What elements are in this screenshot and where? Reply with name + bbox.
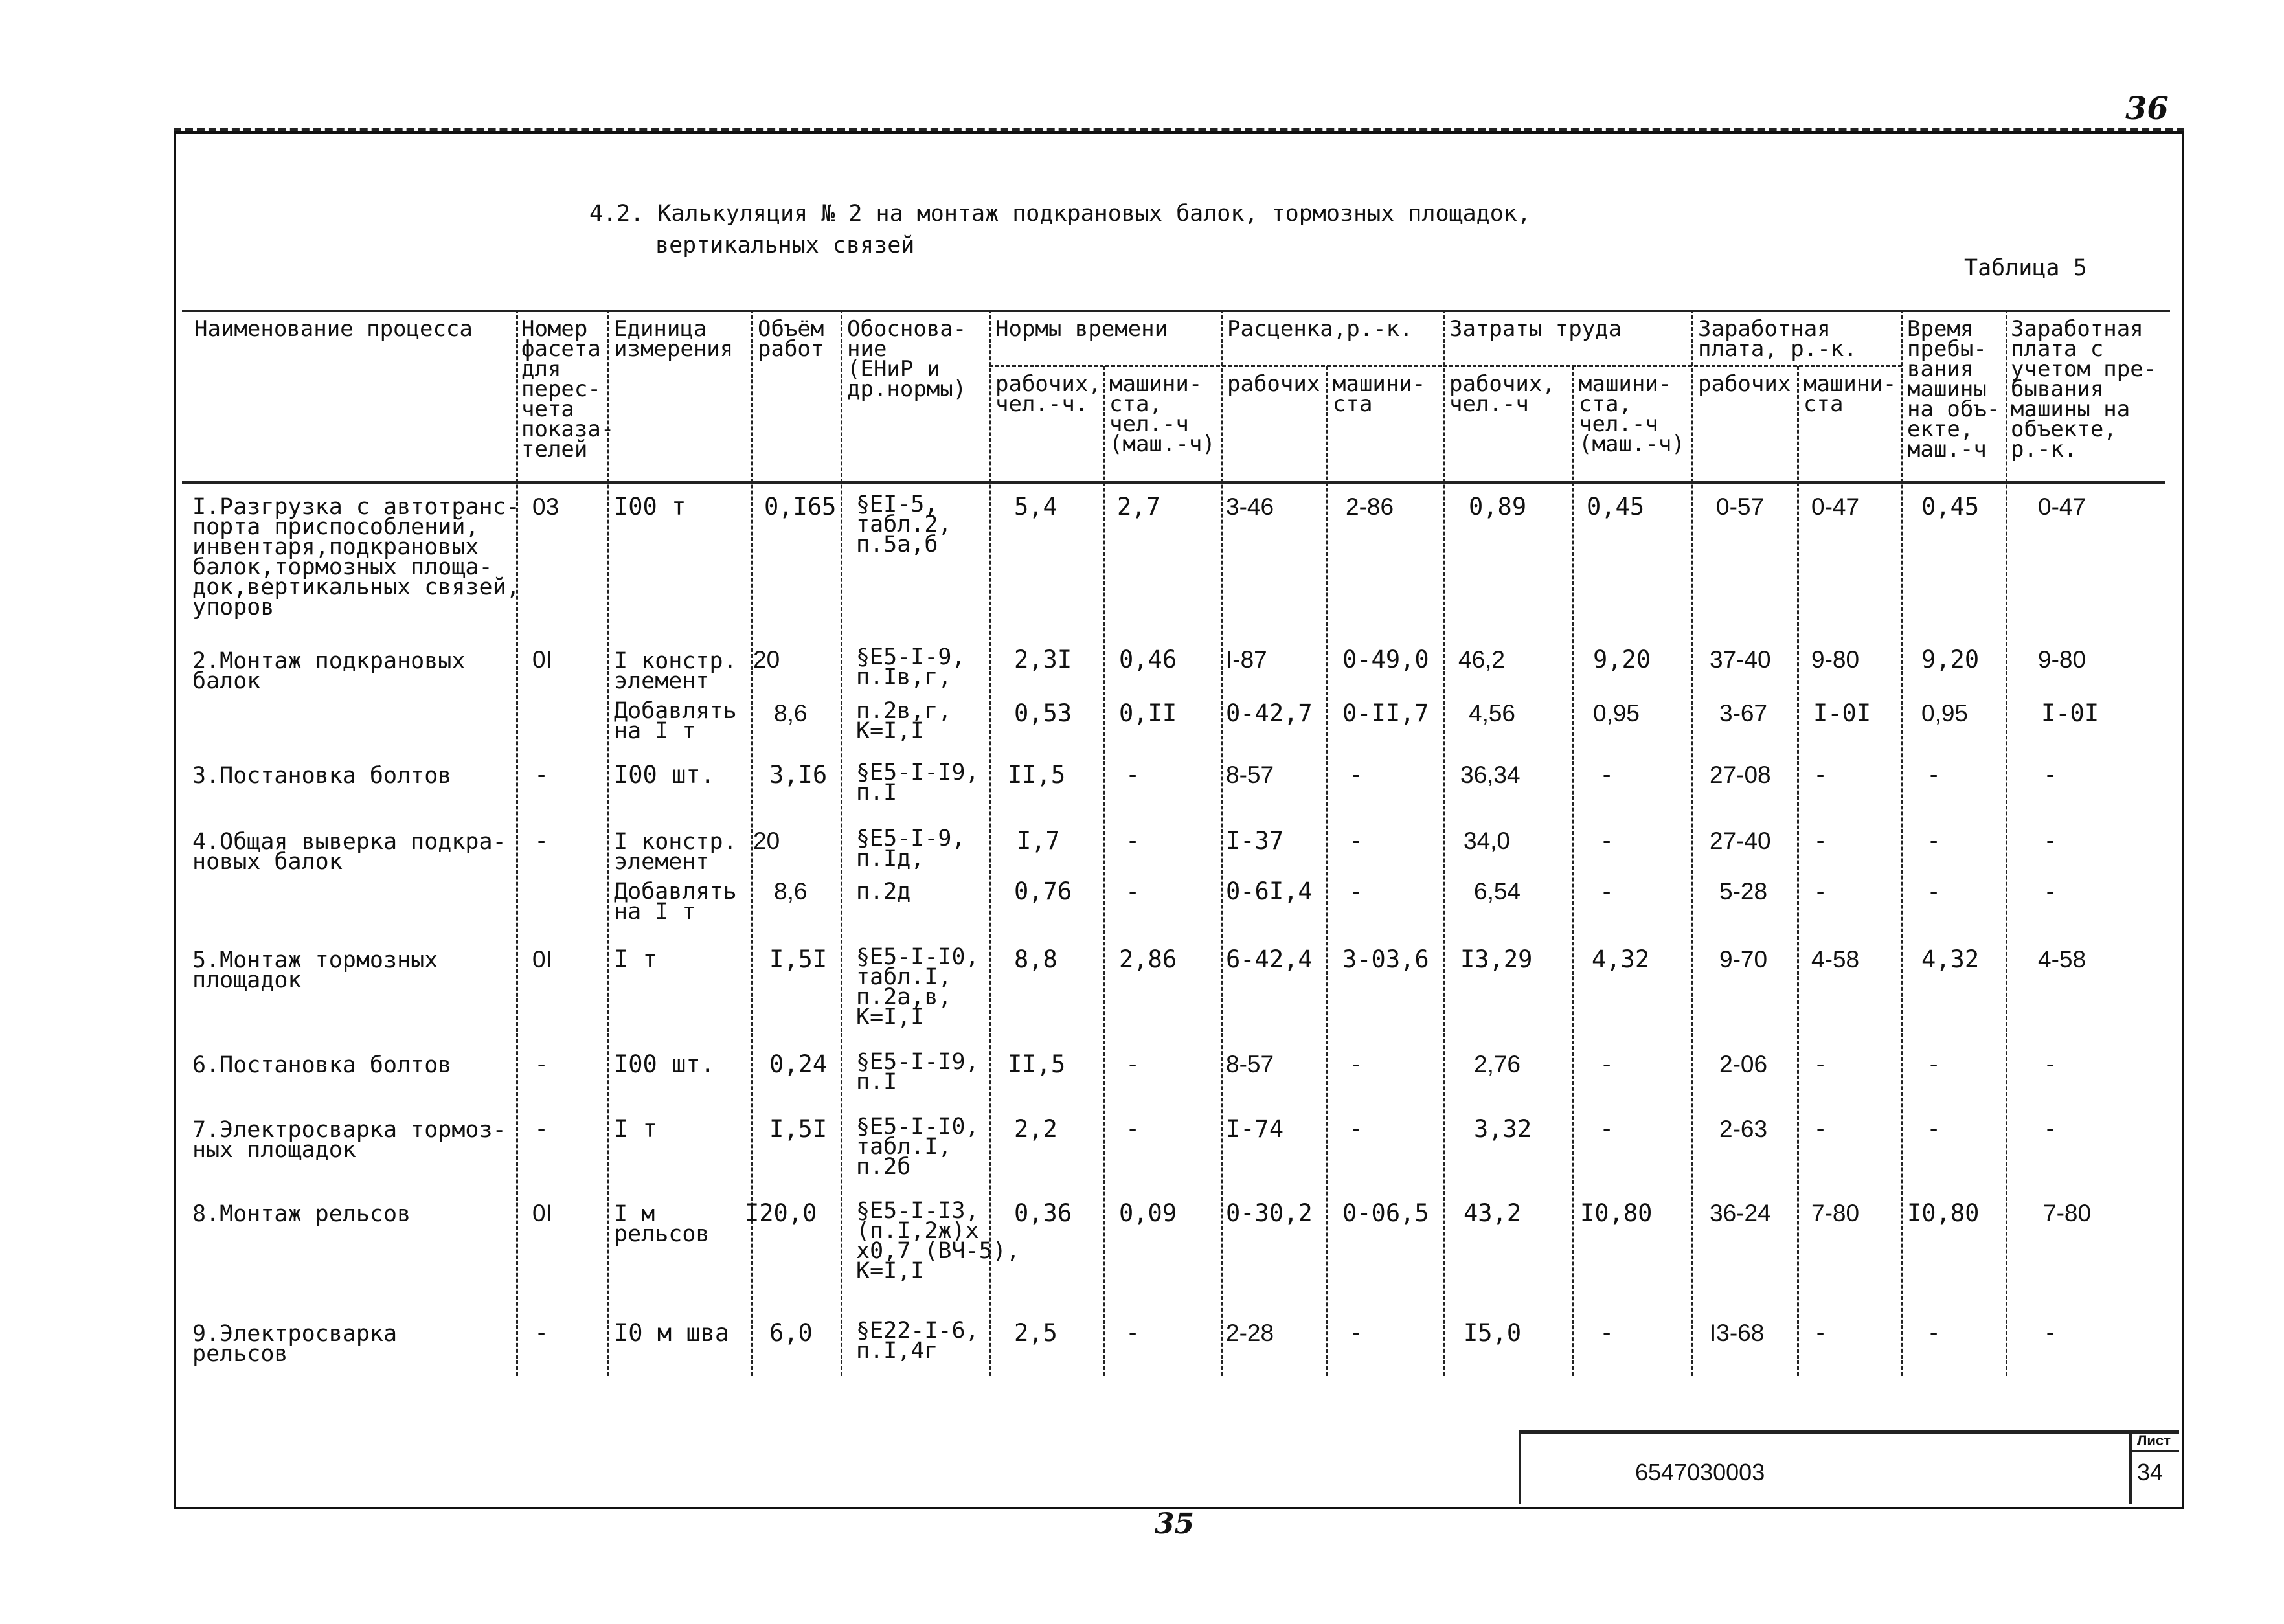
header-rate-machinists: машини- ста <box>1333 371 1426 417</box>
row7-norm-workers: 2,2 <box>1014 1115 1057 1143</box>
header-labor-machinists: машини- ста, чел.-ч (маш.-ч) <box>1579 371 1685 457</box>
row8-labor-workers: 43,2 <box>1464 1199 1522 1227</box>
row9-facet: - <box>534 1319 549 1347</box>
row1-machine-wage: 0-47 <box>2038 493 2086 520</box>
row2-wage-workers: 37-40 <box>1710 646 1771 673</box>
col-line <box>1443 310 1445 1376</box>
header-basis: Обоснова- ние (ЕНиР и др.нормы) <box>847 316 967 402</box>
row2b-norm-machinists: 0,II <box>1119 699 1177 727</box>
row4b-machine-wage: - <box>2043 877 2058 905</box>
row8-unit: I м рельсов <box>614 1201 710 1247</box>
row4-machine-time: - <box>1927 827 1941 855</box>
col-line <box>516 310 518 1376</box>
header-wage-workers: рабочих <box>1698 371 1791 397</box>
row4-norm-workers: I,7 <box>1017 827 1060 855</box>
row5-volume: I,5I <box>769 945 828 973</box>
row8-norm-machinists: 0,09 <box>1119 1199 1177 1227</box>
row2b-rate-workers: 0-42,7 <box>1226 699 1313 727</box>
row1-labor-machinists: 0,45 <box>1587 493 1645 521</box>
row5-wage-machinists: 4-58 <box>1811 946 1860 973</box>
row7-rate-machinists: - <box>1349 1115 1364 1143</box>
row6-machine-wage: - <box>2043 1050 2058 1078</box>
page-frame <box>174 131 2184 1509</box>
row2-norm-machinists: 0,46 <box>1119 646 1177 673</box>
header-facet: Номер фасета для перес- чета показа- телей <box>521 316 615 462</box>
row5-labor-workers: I3,29 <box>1460 945 1533 973</box>
row2-machine-wage: 9-80 <box>2038 646 2086 673</box>
row1-process: I.Разгрузка с автотранс- порта приспособлений, инвентаря,подкрановых балок,тормозных площа- док,вертикальных связей, упоров <box>192 494 520 620</box>
row8-rate-machinists: 0-06,5 <box>1342 1199 1429 1227</box>
row1-volume: 0,I65 <box>764 493 837 521</box>
row6-volume: 0,24 <box>769 1050 828 1078</box>
row8-labor-machinists: I0,80 <box>1580 1199 1653 1227</box>
row3-rate-workers: 8-57 <box>1226 761 1274 788</box>
row5-machine-wage: 4-58 <box>2038 946 2086 973</box>
stamp-sheet-label: Лист <box>2137 1432 2171 1449</box>
stamp-sheet-divider <box>2129 1430 2132 1504</box>
row5-rate-workers: 6-42,4 <box>1226 945 1313 973</box>
row3-facet: - <box>534 761 549 789</box>
row4-rate-machinists: - <box>1349 827 1364 855</box>
row9-basis: §E22-I-6, п.I,4г <box>856 1318 979 1364</box>
row3-norm-workers: II,5 <box>1008 761 1066 789</box>
row2b-norm-workers: 0,53 <box>1014 699 1072 727</box>
row2b-machine-time: 0,95 <box>1921 700 1969 727</box>
row9-norm-machinists: - <box>1125 1319 1140 1347</box>
row3-rate-machinists: - <box>1349 761 1364 789</box>
col-line <box>841 310 842 1376</box>
row6-wage-workers: 2-06 <box>1719 1051 1768 1077</box>
row8-facet: 0I <box>532 1200 552 1226</box>
row2-labor-workers: 46,2 <box>1458 646 1506 673</box>
row8-machine-wage: 7-80 <box>2043 1200 2092 1226</box>
header-rate-workers: рабочих <box>1227 371 1320 397</box>
header-machine-wage: Заработная плата с учетом пре- бывания машины на объекте, р.-к. <box>2011 316 2157 462</box>
row4-wage-machinists: - <box>1813 827 1828 855</box>
row6-rate-machinists: - <box>1349 1050 1364 1078</box>
row2-wage-machinists: 9-80 <box>1811 646 1860 673</box>
row8-wage-workers: 36-24 <box>1710 1200 1771 1226</box>
row7-labor-workers: 3,32 <box>1474 1115 1532 1143</box>
row4-labor-machinists: - <box>1600 827 1614 855</box>
table-number: Таблица 5 <box>1964 255 2087 281</box>
row2-machine-time: 9,20 <box>1921 646 1980 673</box>
row8-rate-workers: 0-30,2 <box>1226 1199 1313 1227</box>
row7-machine-wage: - <box>2043 1115 2058 1143</box>
row4b-wage-workers: 5-28 <box>1719 878 1768 905</box>
row2-rate-machinists: 0-49,0 <box>1342 646 1429 673</box>
row5-unit: I т <box>614 945 657 973</box>
row7-process: 7.Электросварка тормоз- ных площадок <box>192 1117 506 1163</box>
row1-norm-machinists: 2,7 <box>1117 493 1160 521</box>
row3-labor-workers: 36,34 <box>1460 761 1521 788</box>
row4b-unit: Добавлять на I т <box>614 879 737 925</box>
row6-rate-workers: 8-57 <box>1226 1051 1274 1077</box>
row2b-basis: п.2в,г, К=I,I <box>856 698 952 744</box>
stamp-left-line <box>1519 1430 1521 1504</box>
col-line <box>1901 310 1903 1376</box>
row1-rate-workers: 3-46 <box>1226 493 1274 520</box>
row4-process: 4.Общая выверка подкра- новых балок <box>192 829 506 875</box>
row3-volume: 3,I6 <box>769 761 828 789</box>
row6-wage-machinists: - <box>1813 1050 1828 1078</box>
row3-wage-workers: 27-08 <box>1710 761 1771 788</box>
row3-labor-machinists: - <box>1600 761 1614 789</box>
row7-rate-workers: I-74 <box>1226 1115 1284 1143</box>
row5-wage-workers: 9-70 <box>1719 946 1768 973</box>
col-line <box>1326 366 1328 1376</box>
row3-unit: I00 шт. <box>614 761 715 789</box>
row4b-basis: п.2д <box>856 879 911 905</box>
row1-machine-time: 0,45 <box>1921 493 1980 521</box>
row8-machine-time: I0,80 <box>1907 1199 1980 1227</box>
row4b-labor-workers: 6,54 <box>1474 878 1521 905</box>
row9-unit: I0 м шва <box>614 1319 730 1347</box>
row5-norm-machinists: 2,86 <box>1119 945 1177 973</box>
row1-unit: I00 т <box>614 493 686 521</box>
row4-wage-workers: 27-40 <box>1710 828 1771 854</box>
header-labor: Затраты труда <box>1449 316 1622 342</box>
row5-facet: 0I <box>532 946 552 973</box>
row7-norm-machinists: - <box>1125 1115 1140 1143</box>
row2b-labor-workers: 4,56 <box>1469 700 1516 727</box>
row9-norm-workers: 2,5 <box>1014 1319 1057 1347</box>
header-process: Наименование процесса <box>194 316 473 342</box>
header-time-norms-machinists: машини- ста, чел.-ч (маш.-ч) <box>1109 371 1215 457</box>
row6-process: 6.Постановка болтов <box>192 1052 452 1078</box>
row1-labor-workers: 0,89 <box>1469 493 1527 521</box>
row2-process: 2.Монтаж подкрановых балок <box>192 648 466 694</box>
header-machine-time: Время пребы- вания машины на объ- екте, маш.-ч <box>1907 316 2000 462</box>
row9-labor-machinists: - <box>1600 1319 1614 1347</box>
row5-process: 5.Монтаж тормозных площадок <box>192 947 438 993</box>
row3-norm-machinists: - <box>1125 761 1140 789</box>
header-sub-divider <box>989 365 1902 367</box>
col-line <box>1221 310 1223 1376</box>
row4b-rate-workers: 0-6I,4 <box>1226 877 1313 905</box>
row4-norm-machinists: - <box>1125 827 1140 855</box>
row5-rate-machinists: 3-03,6 <box>1342 945 1429 973</box>
row4b-norm-machinists: - <box>1125 877 1140 905</box>
row9-machine-time: - <box>1927 1319 1941 1347</box>
row2b-wage-workers: 3-67 <box>1719 700 1768 727</box>
row2-facet: 0I <box>532 646 552 673</box>
stamp-document-number: 6547030003 <box>1635 1459 1765 1485</box>
header-labor-workers: рабочих, чел.-ч <box>1449 371 1555 417</box>
row9-process: 9.Электросварка рельсов <box>192 1321 398 1367</box>
row3-wage-machinists: - <box>1813 761 1828 789</box>
col-line <box>1103 366 1105 1376</box>
row4b-wage-machinists: - <box>1813 877 1828 905</box>
header-bottom-line <box>182 481 2165 484</box>
row4-labor-workers: 34,0 <box>1464 828 1511 854</box>
row1-facet: 03 <box>532 493 560 520</box>
row1-basis: §EI-5, табл.2, п.5а,б <box>856 491 952 558</box>
row7-wage-workers: 2-63 <box>1719 1116 1768 1142</box>
row6-labor-workers: 2,76 <box>1474 1051 1521 1077</box>
document-title: 4.2. Калькуляция № 2 на монтаж подкрановых балок, тормозных площадок, <box>589 201 1531 227</box>
row8-wage-machinists: 7-80 <box>1811 1200 1860 1226</box>
row5-machine-time: 4,32 <box>1921 945 1980 973</box>
row2-rate-workers: I-87 <box>1226 646 1267 673</box>
stamp-top-line <box>1519 1430 2179 1434</box>
col-line <box>607 310 609 1376</box>
row4b-rate-machinists: - <box>1349 877 1364 905</box>
header-unit: Единица измерения <box>614 316 734 362</box>
row5-labor-machinists: 4,32 <box>1592 945 1650 973</box>
row2-norm-workers: 2,3I <box>1014 646 1072 673</box>
row7-unit: I т <box>614 1115 657 1143</box>
row4-facet: - <box>534 827 549 855</box>
row5-basis: §E5-I-I0, табл.I, п.2а,в, К=I,I <box>856 944 979 1030</box>
row4b-volume: 8,6 <box>774 878 808 905</box>
row4-volume: 20 <box>753 828 780 854</box>
row6-norm-workers: II,5 <box>1008 1050 1066 1078</box>
row6-labor-machinists: - <box>1600 1050 1614 1078</box>
row9-volume: 6,0 <box>769 1319 813 1347</box>
row2-labor-machinists: 9,20 <box>1593 646 1651 673</box>
row2b-unit: Добавлять на I т <box>614 698 737 744</box>
col-line <box>2006 310 2007 1376</box>
row3-machine-wage: - <box>2043 761 2058 789</box>
row9-rate-workers: 2-28 <box>1226 1320 1274 1346</box>
row6-facet: - <box>534 1050 549 1078</box>
row4-rate-workers: I-37 <box>1226 827 1284 855</box>
row9-wage-workers: I3-68 <box>1710 1320 1765 1346</box>
header-wage: Заработная плата, р.-к. <box>1698 316 1857 362</box>
header-time-norms: Нормы времени <box>995 316 1168 342</box>
col-line <box>1691 310 1693 1376</box>
row4-basis: §E5-I-9, п.Iд, <box>856 826 966 872</box>
row9-rate-machinists: - <box>1349 1319 1364 1347</box>
row6-machine-time: - <box>1927 1050 1941 1078</box>
row3-basis: §E5-I-I9, п.I <box>856 760 979 806</box>
row7-basis: §E5-I-I0, табл.I, п.2б <box>856 1114 979 1180</box>
row4-machine-wage: - <box>2043 827 2058 855</box>
header-rate: Расценка,р.-к. <box>1227 316 1413 342</box>
header-top-line <box>182 310 2170 312</box>
row7-volume: I,5I <box>769 1115 828 1143</box>
bottom-page-number: 35 <box>1155 1507 1195 1540</box>
header-volume: Объём работ <box>758 316 824 362</box>
row7-facet: - <box>534 1115 549 1143</box>
col-line <box>1572 366 1574 1376</box>
row2-unit: I констр. элемент <box>614 648 737 694</box>
row6-norm-machinists: - <box>1125 1050 1140 1078</box>
row6-unit: I00 шт. <box>614 1050 715 1078</box>
row3-machine-time: - <box>1927 761 1941 789</box>
row4b-norm-workers: 0,76 <box>1014 877 1072 905</box>
row4b-labor-machinists: - <box>1600 877 1614 905</box>
row2b-labor-machinists: 0,95 <box>1593 700 1640 727</box>
row7-machine-time: - <box>1927 1115 1941 1143</box>
row1-norm-workers: 5,4 <box>1014 493 1057 521</box>
row2b-machine-wage: I-0I <box>2041 699 2099 727</box>
row9-wage-machinists: - <box>1813 1319 1828 1347</box>
row4b-machine-time: - <box>1927 877 1941 905</box>
document-title-line2: вертикальных связей <box>655 232 915 258</box>
row4-unit: I констр. элемент <box>614 829 737 875</box>
row2b-volume: 8,6 <box>774 700 808 727</box>
row9-labor-workers: I5,0 <box>1464 1319 1522 1347</box>
row7-labor-machinists: - <box>1600 1115 1614 1143</box>
stamp-sheet-line <box>2129 1450 2179 1452</box>
header-wage-machinists: машини- ста <box>1803 371 1897 417</box>
stamp-sheet-number: 34 <box>2137 1459 2164 1485</box>
row7-wage-machinists: - <box>1813 1115 1828 1143</box>
row3-process: 3.Постановка болтов <box>192 763 452 789</box>
row2-basis: §E5-I-9, п.Iв,г, <box>856 644 966 690</box>
row8-basis: §E5-I-I3, (п.I,2ж)х х0,7 (ВЧ-5), К=I,I <box>856 1198 1020 1284</box>
corner-page-number: 36 <box>2125 91 2169 127</box>
header-time-norms-workers: рабочих, чел.-ч. <box>995 371 1102 417</box>
row8-process: 8.Монтаж рельсов <box>192 1201 411 1227</box>
row2b-rate-machinists: 0-II,7 <box>1342 699 1429 727</box>
row2b-wage-machinists: I-0I <box>1813 699 1871 727</box>
row6-basis: §E5-I-I9, п.I <box>856 1049 979 1095</box>
row1-wage-workers: 0-57 <box>1716 493 1765 520</box>
row8-volume: I20,0 <box>745 1199 817 1227</box>
row8-norm-workers: 0,36 <box>1014 1199 1072 1227</box>
row2-volume: 20 <box>753 646 780 673</box>
row1-rate-machinists: 2-86 <box>1346 493 1394 520</box>
row1-wage-machinists: 0-47 <box>1811 493 1860 520</box>
row9-machine-wage: - <box>2043 1319 2058 1347</box>
row5-norm-workers: 8,8 <box>1014 945 1057 973</box>
col-line <box>1797 366 1799 1376</box>
